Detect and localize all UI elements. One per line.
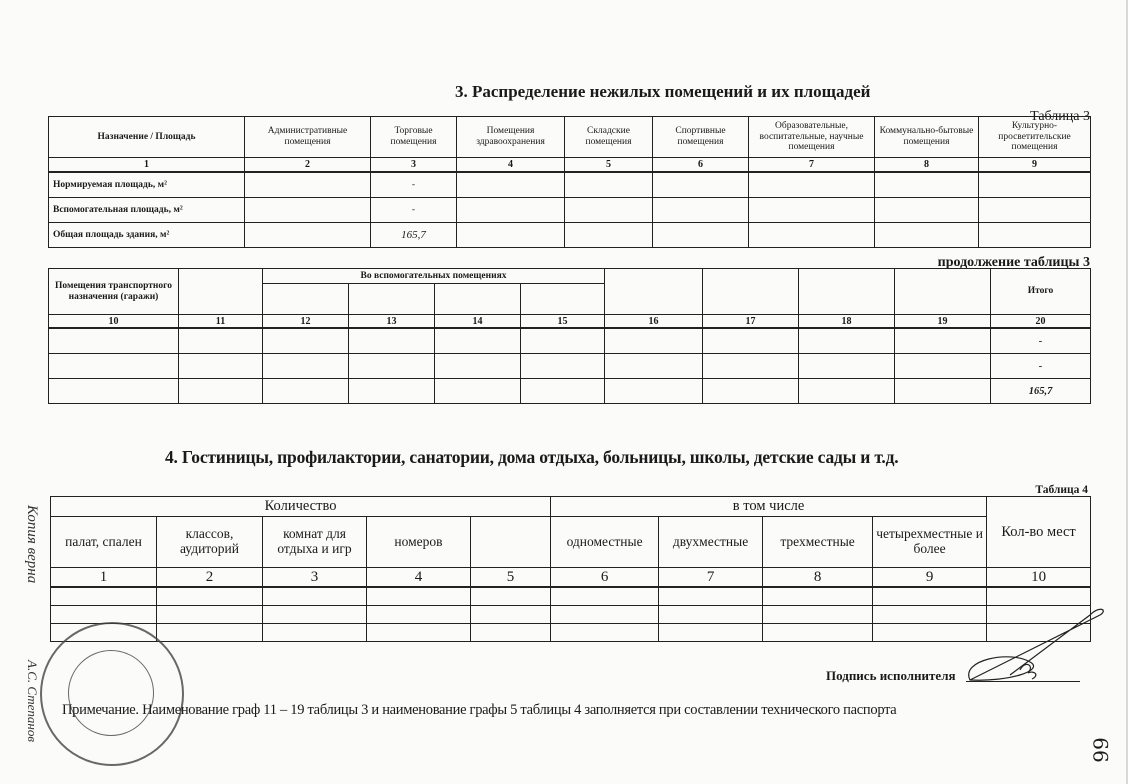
header-classes: классов, аудиторий [157,517,263,568]
table-cell [875,223,979,248]
col-number: 7 [659,568,763,588]
header-sports: Спортивные помещения [653,117,749,158]
table-cell [565,172,653,198]
section-3-title: 3. Распределение нежилых помещений и их площадей [455,82,871,101]
table-cell [653,198,749,223]
table-cell [659,606,763,624]
header-purpose: Назначение / Площадь [49,117,245,158]
col-number: 13 [349,315,435,329]
header-rest-rooms: комнат для отдыха и игр [263,517,367,568]
table-cell [763,587,873,606]
table-cell [49,328,179,354]
table-cell [551,587,659,606]
table-cell [799,354,895,379]
table-cell [457,198,565,223]
header-col-12 [263,284,349,315]
table-row [51,587,1091,606]
table-cell [521,379,605,404]
header-wards: палат, спален [51,517,157,568]
col-number: 15 [521,315,605,329]
total-area-value: 165,7 [371,223,457,248]
table-cell [565,223,653,248]
table-cell [653,223,749,248]
section-4-title: 4. Гостиницы, профилактории, санатории, дома отдыха, больницы, школы, детские сады и т.д. [165,447,899,467]
table-cell [263,328,349,354]
col-number: 8 [763,568,873,588]
table-4-header-row-1 [51,497,1091,517]
table-row [49,379,1091,404]
col-number: 6 [653,158,749,173]
table-cell [349,328,435,354]
col-number: 17 [703,315,799,329]
total-cell: - [991,328,1091,354]
table-cell [895,354,991,379]
official-stamp-icon [40,622,184,766]
footnote: Примечание. Наименование граф 11 – 19 таблицы 3 и наименование графы 5 таблицы 4 заполняется при составлении технического паспорта [62,702,897,718]
header-col-13 [349,284,435,315]
table-cell [263,354,349,379]
table-cell [875,198,979,223]
col-number: 18 [799,315,895,329]
header-including-group: в том числе [551,497,987,517]
table-cell [263,606,367,624]
table-3 [48,116,1091,248]
signature-icon [950,600,1110,690]
table-cell [979,223,1091,248]
col-number: 9 [979,158,1091,173]
margin-handwriting-copy: Копия верна [24,505,40,584]
table-4-header-row-2 [51,517,1091,568]
table-cell [653,172,749,198]
row-label: Вспомогательная площадь, м² [49,198,245,223]
table-cell [659,624,763,642]
table-cell [565,198,653,223]
table-cell [895,379,991,404]
table-4-number-row [51,568,1091,588]
table-cell: - [371,198,457,223]
table-cell [763,624,873,642]
table-cell [471,606,551,624]
row-label: Общая площадь здания, м² [49,223,245,248]
header-rooms: номеров [367,517,471,568]
table-cell [749,172,875,198]
header-col-15 [521,284,605,315]
col-number: 4 [367,568,471,588]
col-number: 14 [435,315,521,329]
col-number: 6 [551,568,659,588]
col-number: 16 [605,315,703,329]
table-cell: - [371,172,457,198]
col-number: 3 [263,568,367,588]
table-cell [349,379,435,404]
table-3-number-row [49,158,1091,173]
header-col-18 [799,269,895,315]
table-cell [799,379,895,404]
header-col-5 [471,517,551,568]
table-cell [435,379,521,404]
header-trade: Торговые помещения [371,117,457,158]
table-cell [799,328,895,354]
table-cell [703,328,799,354]
col-number: 4 [457,158,565,173]
table-cell [157,606,263,624]
col-number: 8 [875,158,979,173]
table-3c-number-row [49,315,1091,329]
header-aux-group: Во вспомогательных помещениях [263,269,605,284]
table-cell [179,354,263,379]
table-cell [157,587,263,606]
table-3-continuation [48,268,1091,404]
header-garages: Помещения транспортного назначения (гаражи) [49,269,179,315]
table-cell [875,172,979,198]
table-cell [179,328,263,354]
header-col-19 [895,269,991,315]
header-educational: Образовательные, воспитательные, научные помещения [749,117,875,158]
table-cell [457,223,565,248]
header-administrative: Административные помещения [245,117,371,158]
table-cell [263,587,367,606]
table-row [49,223,1091,248]
col-number: 10 [49,315,179,329]
table-cell [703,379,799,404]
header-warehouse: Складские помещения [565,117,653,158]
col-number: 7 [749,158,875,173]
table-cell [979,172,1091,198]
col-number: 3 [371,158,457,173]
margin-handwriting-name: А.С. Степанов [25,660,40,742]
stamp-inner-ring [68,650,154,736]
table-cell [551,606,659,624]
table-row [51,606,1091,624]
col-number: 5 [471,568,551,588]
col-number: 5 [565,158,653,173]
header-communal: Коммунально-бытовые помещения [875,117,979,158]
table-cell [157,624,263,642]
header-col-11 [179,269,263,315]
header-col-14 [435,284,521,315]
table-cell [659,587,763,606]
table-cell [551,624,659,642]
table-cell [367,624,471,642]
table-cell [263,379,349,404]
header-col-17 [703,269,799,315]
table-cell [179,379,263,404]
table-cell [521,328,605,354]
header-quantity-group: Количество [51,497,551,517]
header-col-16 [605,269,703,315]
table-cell [895,328,991,354]
header-seat-count: Кол-во мест [987,497,1091,568]
table-3-continuation-caption: продолжение таблицы 3 [937,255,1090,270]
col-number: 9 [873,568,987,588]
table-cell [51,606,157,624]
table-4-caption: Таблица 4 [1035,484,1088,496]
table-3-caption: Таблица 3 [1030,109,1090,124]
table-cell [471,624,551,642]
header-cultural: Культурно-просветительские помещения [979,117,1091,158]
table-cell [263,624,367,642]
table-3c-header-row-1 [49,269,1091,284]
col-number: 1 [49,158,245,173]
table-row [49,328,1091,354]
row-label: Нормируемая площадь, м² [49,172,245,198]
table-cell [349,354,435,379]
col-number: 2 [245,158,371,173]
table-4 [50,496,1091,642]
col-number: 11 [179,315,263,329]
header-healthcare: Помещения здравоохранения [457,117,565,158]
col-number: 12 [263,315,349,329]
table-row [51,624,1091,642]
header-total: Итого [991,269,1091,315]
table-cell [457,172,565,198]
header-double: двухместные [659,517,763,568]
signature-label: Подпись исполнителя [826,668,956,683]
total-cell: - [991,354,1091,379]
col-number: 10 [987,568,1091,588]
table-cell [245,223,371,248]
col-number: 2 [157,568,263,588]
table-cell [979,198,1091,223]
table-cell [521,354,605,379]
table-cell [367,587,471,606]
table-cell [703,354,799,379]
table-cell [763,606,873,624]
table-cell [605,354,703,379]
table-cell [49,379,179,404]
table-cell [245,198,371,223]
table-cell [605,328,703,354]
header-four-plus: четырехместные и более [873,517,987,568]
col-number: 20 [991,315,1091,329]
table-3-header-row [49,117,1091,158]
col-number: 19 [895,315,991,329]
total-cell: 165,7 [991,379,1091,404]
header-single: одноместные [551,517,659,568]
table-row [49,198,1091,223]
table-cell [49,354,179,379]
table-cell [749,223,875,248]
table-cell [605,379,703,404]
table-cell [367,606,471,624]
table-cell [245,172,371,198]
table-cell [749,198,875,223]
header-triple: трехместные [763,517,873,568]
table-cell [471,587,551,606]
table-cell [435,328,521,354]
table-cell [51,587,157,606]
table-row [49,172,1091,198]
col-number: 1 [51,568,157,588]
page-number: 66 [1088,737,1113,763]
table-row [49,354,1091,379]
table-cell [435,354,521,379]
